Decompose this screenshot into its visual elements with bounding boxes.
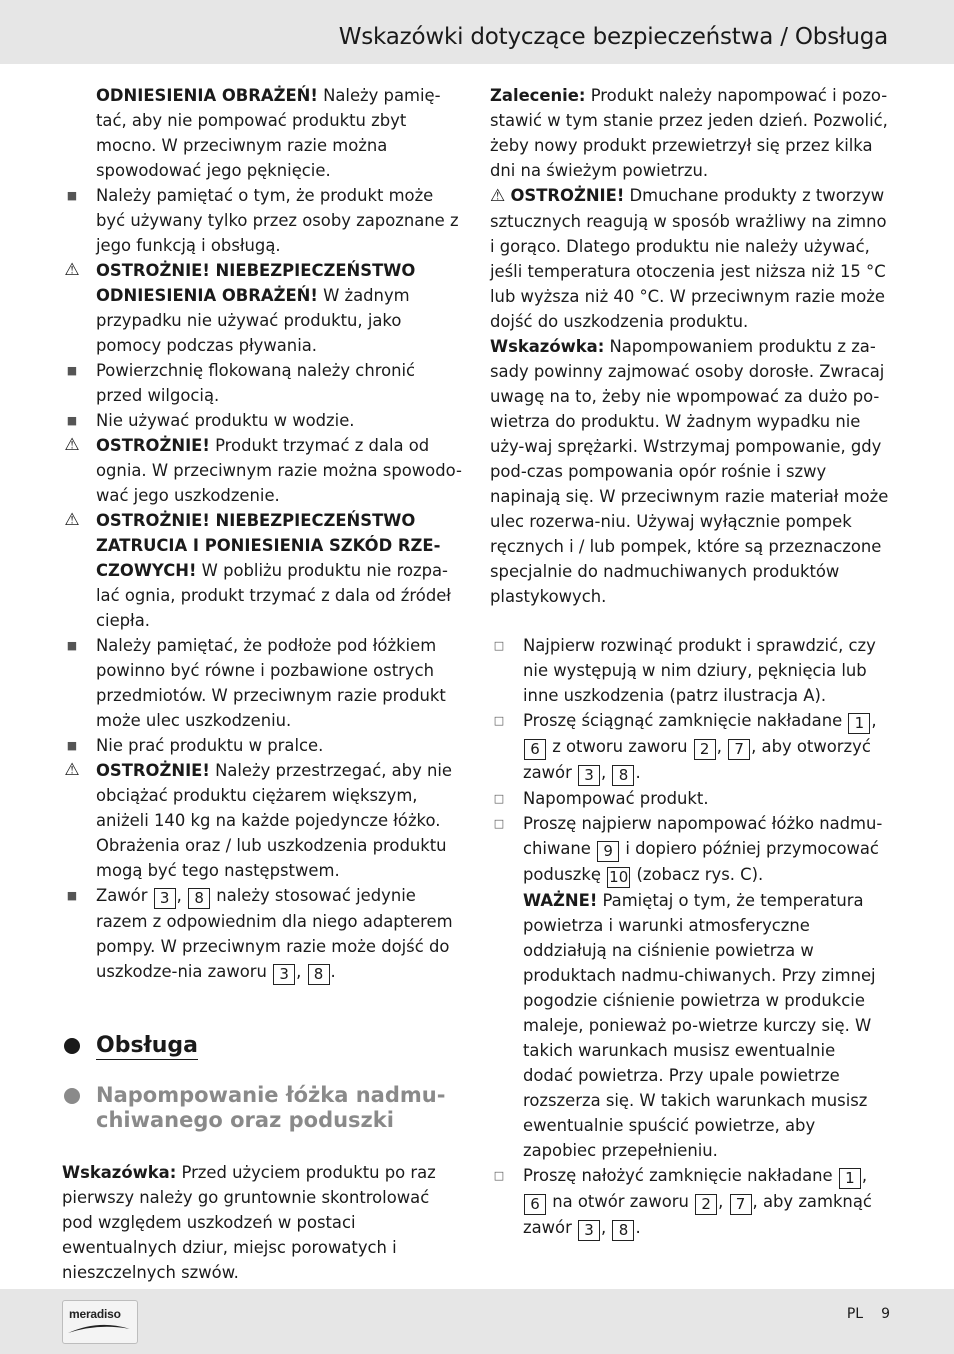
warning-label: OSTROŻNIE! NIEBEZPIECZEŃSTWO ZATRUCIA I PONIESIENIA SZKÓD RZE-CZOWYCH! <box>96 511 441 580</box>
list-item-text: Powierzchnię flokowaną należy chronić przed wilgocią. <box>96 361 416 405</box>
list-item-text: Nie używać produktu w wodzie. <box>96 411 355 430</box>
list-item-text: Należy pamiętać, że podłoże pod łóżkiem powinno być równe i pozbawione ostrych przedmiotów. W przeciwnym razie produkt może ulec uszkodzeniu. <box>96 636 446 730</box>
part-ref: 2 <box>695 1194 717 1215</box>
list-item-text: . <box>330 962 336 981</box>
step-text: . <box>635 763 641 782</box>
list-item <box>62 183 462 258</box>
part-ref: 6 <box>524 1194 546 1215</box>
bullet-dot-icon <box>64 1038 80 1054</box>
warning-continued <box>62 83 462 183</box>
page-title: Wskazówki dotyczące bezpieczeństwa / Obsługa <box>338 24 888 50</box>
part-ref: 8 <box>612 765 634 786</box>
language-code: PL <box>846 1306 864 1322</box>
part-ref: 6 <box>524 739 546 760</box>
warning-triangle-icon: ⚠ <box>64 435 80 455</box>
part-ref: 3 <box>273 964 295 985</box>
warning-text: W pobliżu produktu nie rozpa-lać ognia, produkt trzymać z dala od źródeł ciepła. <box>96 561 451 630</box>
step-text: na otwór zaworu <box>552 1192 689 1211</box>
part-ref: 3 <box>154 888 176 909</box>
part-ref: 8 <box>612 1220 634 1241</box>
list-item <box>62 408 462 433</box>
part-ref: 8 <box>308 964 330 985</box>
caution-paragraph <box>490 183 890 334</box>
step-item <box>490 786 890 811</box>
step-text: Proszę najpierw napompować łóżko nadmu-chiwane <box>523 814 883 858</box>
warning-text: Dmuchane produkty z tworzyw sztucznych reagują w sposób wrażliwy na zimno i gorąco. Dlatego produktu nie należy używać, jeśli temperatura otoczenia jest niższa niż 15 °C lub wyższa niż 40 °C. W przeciwnym razie może dojść do uszkodzenia produktu. <box>490 186 887 331</box>
list-item-text: Należy pamiętać o tym, że produkt może być używany tylko przez osoby zapoznane z jego funkcją i obsługą. <box>96 186 459 255</box>
brand-logo <box>62 1300 138 1344</box>
part-ref: 3 <box>578 1220 600 1241</box>
note-text: Napompowaniem produktu z za-sady powinny zajmować osoby dorosłe. Zwracaj uwagę na to, żeby nie wpompować za dużo po-wietrza do produktu. W żadnym wypadku nie uży-waj sprężarki. Wstrzymaj pompowanie, gdy pod-czas pompowania opór rośnie i szwy napinają się. W przeciwnym razie materiał może ulec rozerwa-niu. Używaj wyłącznie pompek ręcznych i / lub pompek, które są przeznaczone specjalnie do nadmuchiwanych produktów plastykowych. <box>490 337 889 606</box>
recommendation-label: Zalecenie: <box>490 86 586 105</box>
step-text: z otworu zaworu <box>552 737 688 756</box>
square-bullet-icon: ■ <box>66 889 78 902</box>
section-heading <box>62 1033 462 1059</box>
note-paragraph <box>62 1160 462 1285</box>
warning-label: OSTROŻNIE! <box>510 186 625 205</box>
part-ref: 9 <box>597 841 619 862</box>
recommendation-text: Produkt należy napompować i pozo-stawić w tym stanie przez jeden dzień. Pozwolić, żeby nowy produkt przewietrzył się przez kilka dni na świeżym powietrzu. <box>490 86 888 180</box>
warning-triangle-icon: ⚠ <box>64 760 80 780</box>
important-text: Pamiętaj o tym, że temperatura powietrza i warunki atmosferyczne oddziałują na ciśnienie powietrza w produktach nadmu-chiwanych. Przy zimnej pogodzie ciśnienie powietrza w produkcie maleje, ponieważ po-wietrze kurczy się. W takich warunkach musisz ewentualnie dodać powietrza. Przy upale powietrze rozszerza się. W takich warunkach musisz ewentualnie spuścić powietrze, aby zapobiec przepełnieniu. <box>523 891 876 1160</box>
part-ref: 3 <box>578 765 600 786</box>
part-ref: 1 <box>848 713 870 734</box>
recommendation-paragraph <box>490 83 890 183</box>
right-column <box>490 83 890 1241</box>
step-item: □ Proszę ściągnąć zamknięcie nakładane 1 , 6 z otworu zaworu 2 , 7 , aby otworzyć zawór 3 , 8 . <box>490 708 890 786</box>
list-item <box>62 358 462 408</box>
step-text: , aby otworzyć zawór <box>523 737 871 782</box>
logo-swoosh-icon <box>66 1321 132 1337</box>
page-header <box>0 0 954 64</box>
note-label: Wskazówka: <box>62 1163 177 1182</box>
warning-text: Produkt trzymać z dala od ognia. W przeciwnym razie można spowodo-wać jego uszkodzenie. <box>96 436 462 505</box>
warning-triangle-icon: ⚠ <box>64 260 80 280</box>
list-item <box>62 633 462 733</box>
step-item <box>490 811 890 1163</box>
subsection-heading-text: Napompowanie łóżka nadmu-chiwanego oraz poduszki <box>96 1083 446 1132</box>
step-text: Napompować produkt. <box>523 789 709 808</box>
square-bullet-icon: ■ <box>66 189 78 202</box>
square-bullet-icon: ■ <box>66 639 78 652</box>
note-text: Przed użyciem produktu po raz pierwszy należy go gruntownie skontrolować pod względem uszkodzeń w postaci ewentualnych dziur, miejsc porowatych i nieszczelnych szwów. <box>62 1163 436 1282</box>
square-bullet-icon: ■ <box>66 364 78 377</box>
warning-text: W żadnym przypadku nie używać produktu, jako pomocy podczas pływania. <box>96 286 410 355</box>
checkbox-bullet-icon: □ <box>493 817 505 830</box>
checkbox-bullet-icon: □ <box>493 714 505 727</box>
section-heading-text: Obsługa <box>96 1033 198 1058</box>
square-bullet-icon: ■ <box>66 739 78 752</box>
warning-item <box>62 258 462 358</box>
step-text: i dopiero później przymocować poduszkę <box>523 839 879 884</box>
part-ref: 7 <box>730 1194 752 1215</box>
note-paragraph <box>490 334 890 609</box>
part-ref: 1 <box>839 1168 861 1189</box>
list-item-text: Zawór <box>96 886 148 905</box>
step-text: Proszę ściągnąć zamknięcie nakładane <box>523 711 843 730</box>
important-label: WAŻNE! <box>523 891 598 910</box>
warning-item <box>62 508 462 633</box>
list-item: ■ Zawór 3 , 8 należy stosować jedynie razem z odpowiednim dla niego adapterem pompy. W przeciwnym razie może dojść do uszkodze-nia zaworu 3 , 8 . <box>62 883 462 985</box>
square-bullet-icon: ■ <box>66 414 78 427</box>
part-ref: 2 <box>694 739 716 760</box>
list-item <box>62 733 462 758</box>
warning-item <box>62 433 462 508</box>
checkbox-bullet-icon: □ <box>493 639 505 652</box>
part-ref: 10 <box>609 868 629 886</box>
list-item-text: należy stosować jedynie razem z odpowiednim dla niego adapterem pompy. W przeciwnym razie może dojść do uszkodze-nia zaworu <box>96 886 453 981</box>
warning-text: Należy przestrzegać, aby nie obciążać produktu ciężarem większym, aniżeli 140 kg na każde pojedyncze łóżko. Obrażenia oraz / lub uszkodzenia produktu mogą być tego następstwem. <box>96 761 453 880</box>
warning-item <box>62 758 462 883</box>
warning-label: OSTROŻNIE! <box>96 761 210 780</box>
warning-label: OSTROŻNIE! NIEBEZPIECZEŃSTWO ODNIESIENIA OBRAŻEŃ! <box>96 261 416 305</box>
warning-text: Należy pamię-tać, aby nie pompować produktu zbyt mocno. W przeciwnym razie można spowodować jego pęknięcie. <box>96 86 441 180</box>
list-item-text: Nie prać produktu w pralce. <box>96 736 324 755</box>
warning-triangle-icon: ⚠ <box>490 186 506 206</box>
step-item <box>490 633 890 708</box>
page-footer <box>0 1289 954 1354</box>
step-text: Najpierw rozwinąć produkt i sprawdzić, czy nie występują w nim dziury, pęknięcia lub inne uszkodzenia (patrz ilustracja A). <box>523 636 876 705</box>
subsection-heading <box>62 1083 462 1133</box>
step-text: (zobacz rys. C). <box>631 865 764 884</box>
checkbox-bullet-icon: □ <box>493 792 505 805</box>
part-ref: 7 <box>728 739 750 760</box>
part-ref: 8 <box>188 888 210 909</box>
warning-triangle-icon: ⚠ <box>64 510 80 530</box>
step-text: Proszę nałożyć zamknięcie nakładane <box>523 1166 833 1185</box>
step-item: □ Proszę nałożyć zamknięcie nakładane 1 , 6 na otwór zaworu 2 , 7 , aby zamknąć zawór 3 , 8 . <box>490 1163 890 1241</box>
page-number-area <box>847 1306 890 1322</box>
bullet-dot-icon <box>64 1088 80 1104</box>
brand-logo-text: meradiso <box>69 1307 121 1321</box>
left-column <box>62 83 462 1285</box>
page-number: 9 <box>881 1306 890 1322</box>
checkbox-bullet-icon: □ <box>493 1169 505 1182</box>
step-text: , aby zamknąć zawór <box>523 1192 872 1237</box>
note-label: Wskazówka: <box>490 337 605 356</box>
warning-label: ODNIESIENIA OBRAŻEŃ! <box>96 86 318 105</box>
step-text: . <box>635 1218 641 1237</box>
warning-label: OSTROŻNIE! <box>96 436 210 455</box>
